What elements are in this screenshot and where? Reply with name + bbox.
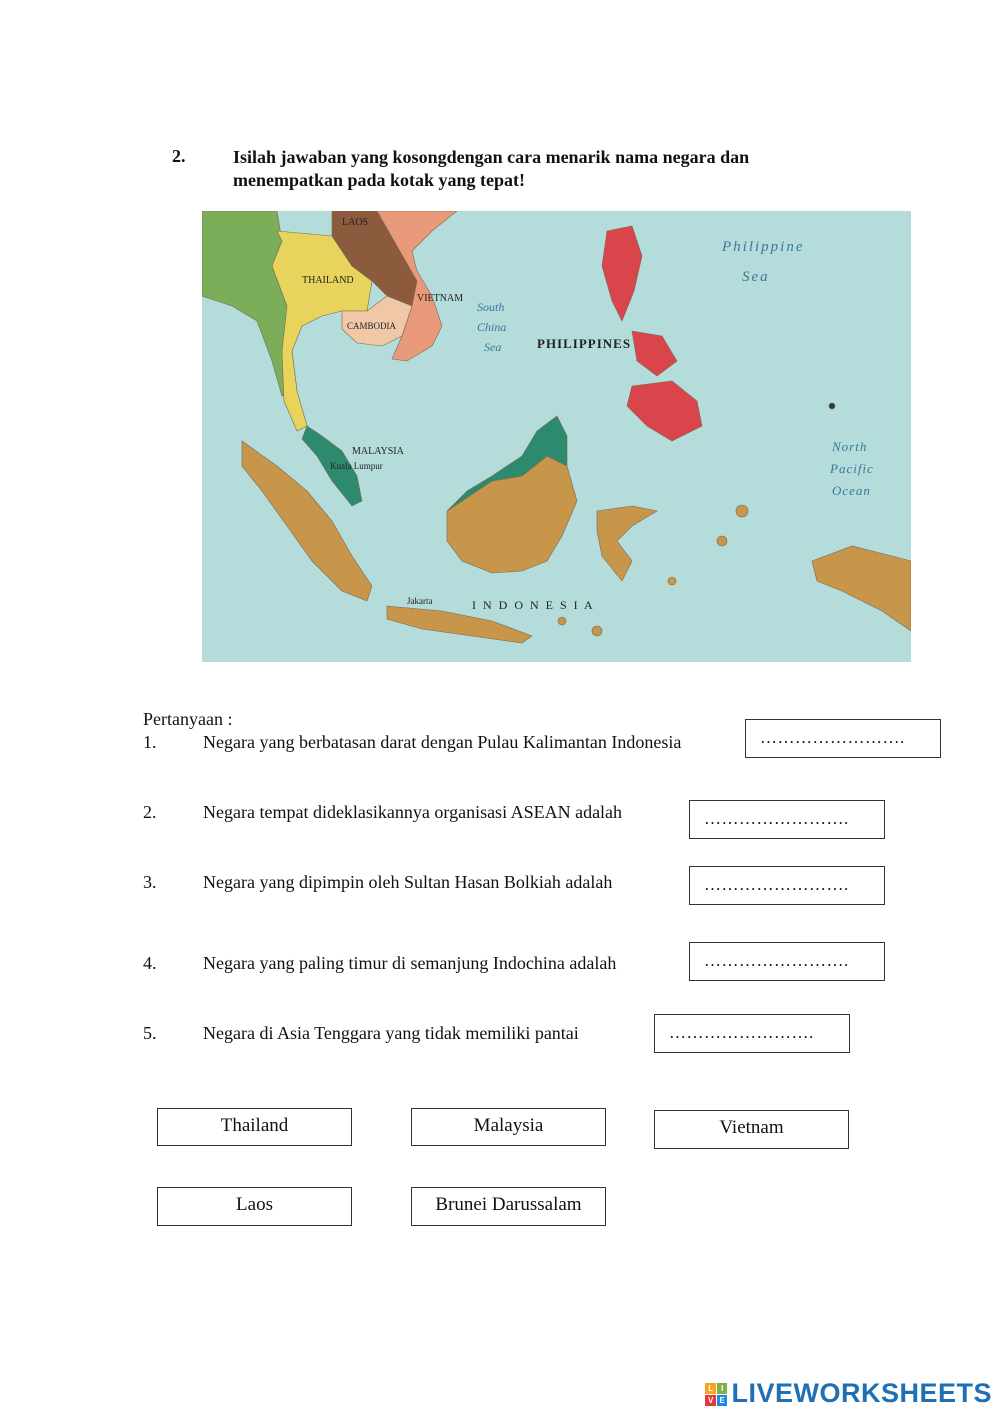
instruction-number: 2.	[172, 146, 186, 166]
map-island	[736, 505, 748, 517]
answer-box-2[interactable]: …………………….	[689, 800, 885, 839]
choice-brunei-darussalam[interactable]: Brunei Darussalam	[411, 1187, 606, 1226]
map-label-philippines: PHILIPPINES	[537, 336, 632, 351]
question-2-number: 2.	[143, 802, 157, 822]
instruction-line-1: Isilah jawaban yang kosongdengan cara menarik nama negara dan	[233, 147, 750, 167]
question-3-text: Negara yang dipimpin oleh Sultan Hasan Bolkiah adalah	[203, 872, 613, 892]
map-label-kuala-lumpur: Kuala Lumpur	[330, 461, 383, 471]
answer-box-5[interactable]: …………………….	[654, 1014, 850, 1053]
map-label-south-china-sea: South	[477, 300, 505, 314]
map-label-north-pacific-2: Pacific	[830, 461, 874, 476]
instruction-text	[233, 146, 853, 192]
question-5-number: 5.	[143, 1023, 157, 1043]
map-label-malaysia: MALAYSIA	[352, 446, 404, 457]
map-label-north-pacific-3: Ocean	[832, 483, 871, 498]
question-1-text: Negara yang berbatasan darat dengan Pulau Kalimantan Indonesia	[203, 732, 682, 752]
map-island	[592, 626, 602, 636]
map-label-laos: LAOS	[342, 217, 369, 228]
instruction-line-2: menempatkan pada kotak yang tepat!	[233, 170, 526, 190]
liveworksheets-logo-text: LIVEWORKSHEETS	[731, 1378, 992, 1408]
choice-malaysia[interactable]: Malaysia	[411, 1108, 606, 1146]
answer-box-4[interactable]: …………………….	[689, 942, 885, 981]
map-label-jakarta: Jakarta	[407, 596, 433, 606]
map-label-indonesia: I N D O N E S I A	[472, 598, 595, 612]
question-1-number: 1.	[143, 732, 157, 752]
answer-box-1[interactable]: …………………….	[745, 719, 941, 758]
question-5-text: Negara di Asia Tenggara yang tidak memiliki pantai	[203, 1023, 579, 1043]
map-label-vietnam: VIETNAM	[417, 293, 464, 304]
question-2-text: Negara tempat dideklasikannya organisasi ASEAN adalah	[203, 802, 623, 822]
answer-box-3[interactable]: …………………….	[689, 866, 885, 905]
map-label-north-pacific: North	[832, 439, 868, 454]
map-label-thailand: THAILAND	[302, 275, 354, 286]
choice-laos[interactable]: Laos	[157, 1187, 352, 1226]
southeast-asia-map	[202, 211, 911, 662]
logo-mark-letter: L	[705, 1383, 716, 1394]
map-label-cambodia: CAMBODIA	[347, 321, 397, 331]
question-4-number: 4.	[143, 953, 157, 973]
question-3-number: 3.	[143, 872, 157, 892]
choice-vietnam[interactable]: Vietnam	[654, 1110, 849, 1149]
map-label-south-china-sea-3: Sea	[484, 340, 502, 354]
map-label-south-china-sea-2: China	[477, 320, 507, 334]
map-island	[829, 403, 835, 409]
map-island	[668, 577, 676, 585]
question-4-text: Negara yang paling timur di semanjung Indochina adalah	[203, 953, 617, 973]
liveworksheets-logo	[705, 1378, 992, 1409]
map-label-philippine-sea: Philippine	[722, 239, 805, 255]
choice-thailand[interactable]: Thailand	[157, 1108, 352, 1146]
map-island	[717, 536, 727, 546]
map-label-philippine-sea-2: Sea	[742, 269, 770, 285]
map-island	[558, 617, 566, 625]
logo-mark-letter: E	[717, 1395, 728, 1406]
map-image	[202, 211, 911, 662]
logo-mark-letter: I	[717, 1383, 728, 1394]
liveworksheets-logo-icon	[705, 1383, 727, 1405]
logo-mark-letter: V	[705, 1395, 716, 1406]
questions-heading: Pertanyaan :	[143, 709, 233, 729]
